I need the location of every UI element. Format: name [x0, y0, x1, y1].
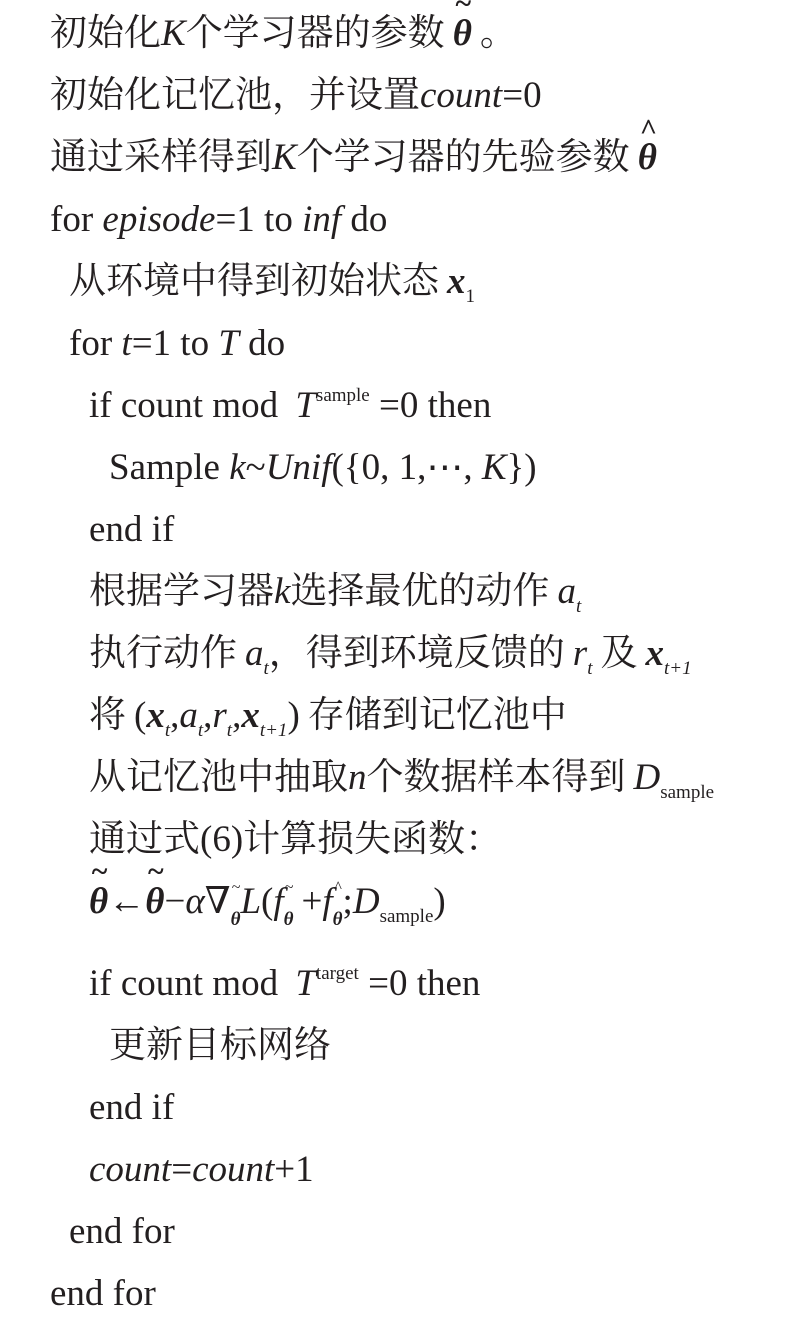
- var-K: K: [481, 447, 507, 488]
- algo-line-12: 将 $(x_t,a_t,r_t,x_{t+1})$ 存储到记忆池中: [89, 695, 567, 741]
- theta-tilde: θ ~: [89, 855, 109, 922]
- text: 初始化: [50, 13, 161, 54]
- var-K: K: [272, 137, 297, 178]
- text: 个学习器的先验参数: [296, 137, 630, 178]
- theta-tilde-subscript: θ ~: [230, 879, 241, 930]
- var-n: n: [348, 757, 367, 798]
- var-k: k: [274, 571, 291, 612]
- algo-line-8: Sample k~Unif({0, 1,⋯, K}): [109, 447, 537, 488]
- algo-line-21: end for: [50, 1273, 156, 1314]
- var-count: count: [89, 1149, 172, 1190]
- text: =0: [502, 75, 542, 116]
- var-a: a: [179, 695, 198, 736]
- var-a: a: [245, 633, 264, 674]
- algo-line-10: 根据学习器k选择最优的动作 $a_t$: [89, 571, 582, 617]
- var-D: D: [352, 881, 380, 922]
- var-T: T: [295, 385, 316, 426]
- algo-line-19: count=count+1: [89, 1149, 314, 1190]
- theta-tilde: θ ~: [452, 0, 472, 54]
- text: 。: [479, 13, 517, 54]
- text: 初始化记忆池，并设置: [50, 75, 420, 116]
- algo-line-16: if count mod $T^{target} =0$ then: [89, 963, 481, 1004]
- algo-line-4: for episode=1 to inf do: [50, 199, 388, 240]
- algo-line-14: 通过式(6)计算损失函数：: [89, 819, 503, 860]
- theta-hat-subscript: θ ^: [332, 879, 343, 930]
- var-count: count: [420, 75, 503, 116]
- var-r: r: [212, 695, 227, 736]
- var-f: f: [273, 881, 284, 922]
- var-count: count: [192, 1149, 275, 1190]
- var-x: x: [645, 633, 664, 674]
- theta-tilde: θ ~: [145, 855, 165, 922]
- var-inf: inf: [302, 199, 342, 240]
- var-k: k: [229, 447, 246, 488]
- algo-line-15: θ ~ ←θ ~ −α∇θ ~ L(fθ ~ +fθ ^ $;D_{sample}$): [89, 871, 446, 933]
- text: 通过采样得到: [50, 137, 272, 178]
- algo-line-2: [50, 65, 542, 127]
- algo-line-20: end for: [69, 1211, 175, 1252]
- var-episode: episode: [102, 199, 216, 240]
- algo-line-17: 更新目标网络: [109, 1025, 331, 1066]
- var-x: x: [447, 261, 466, 302]
- var-t: t: [121, 323, 132, 364]
- var-T: T: [218, 323, 239, 364]
- alpha-nabla: α∇: [185, 881, 231, 922]
- theta-tilde-subscript: θ ~: [283, 879, 294, 930]
- var-f: f: [322, 881, 333, 922]
- var-T: T: [295, 963, 316, 1004]
- var-a: a: [557, 571, 576, 612]
- var-K: K: [161, 13, 186, 54]
- algo-line-1: [50, 0, 517, 65]
- algo-line-3: [50, 113, 658, 189]
- algo-line-7: if count mod $T^{sample} =0$ then: [89, 385, 492, 426]
- var-x: x: [241, 695, 260, 736]
- algo-line-11: 执行动作 $a_t$，得到环境反馈的 $r_t$ 及 $x_{t+1}$: [89, 633, 692, 679]
- text: 个学习器的参数: [185, 13, 445, 54]
- var-L: L: [240, 881, 262, 922]
- theta-hat: θ ^: [637, 113, 658, 178]
- algo-line-13: 从记忆池中抽取n个数据样本得到 $D_{sample}$: [89, 757, 715, 803]
- var-r: r: [572, 633, 588, 674]
- func-unif: Unif: [265, 447, 332, 488]
- algo-line-18: end if: [89, 1087, 175, 1128]
- var-x: x: [146, 695, 165, 736]
- algo-line-5: 从环境中得到初始状态 $x_1$: [69, 261, 475, 307]
- algo-line-9: end if: [89, 509, 175, 550]
- algo-line-6: for t=1 to T do: [69, 323, 286, 364]
- var-D: D: [633, 757, 661, 798]
